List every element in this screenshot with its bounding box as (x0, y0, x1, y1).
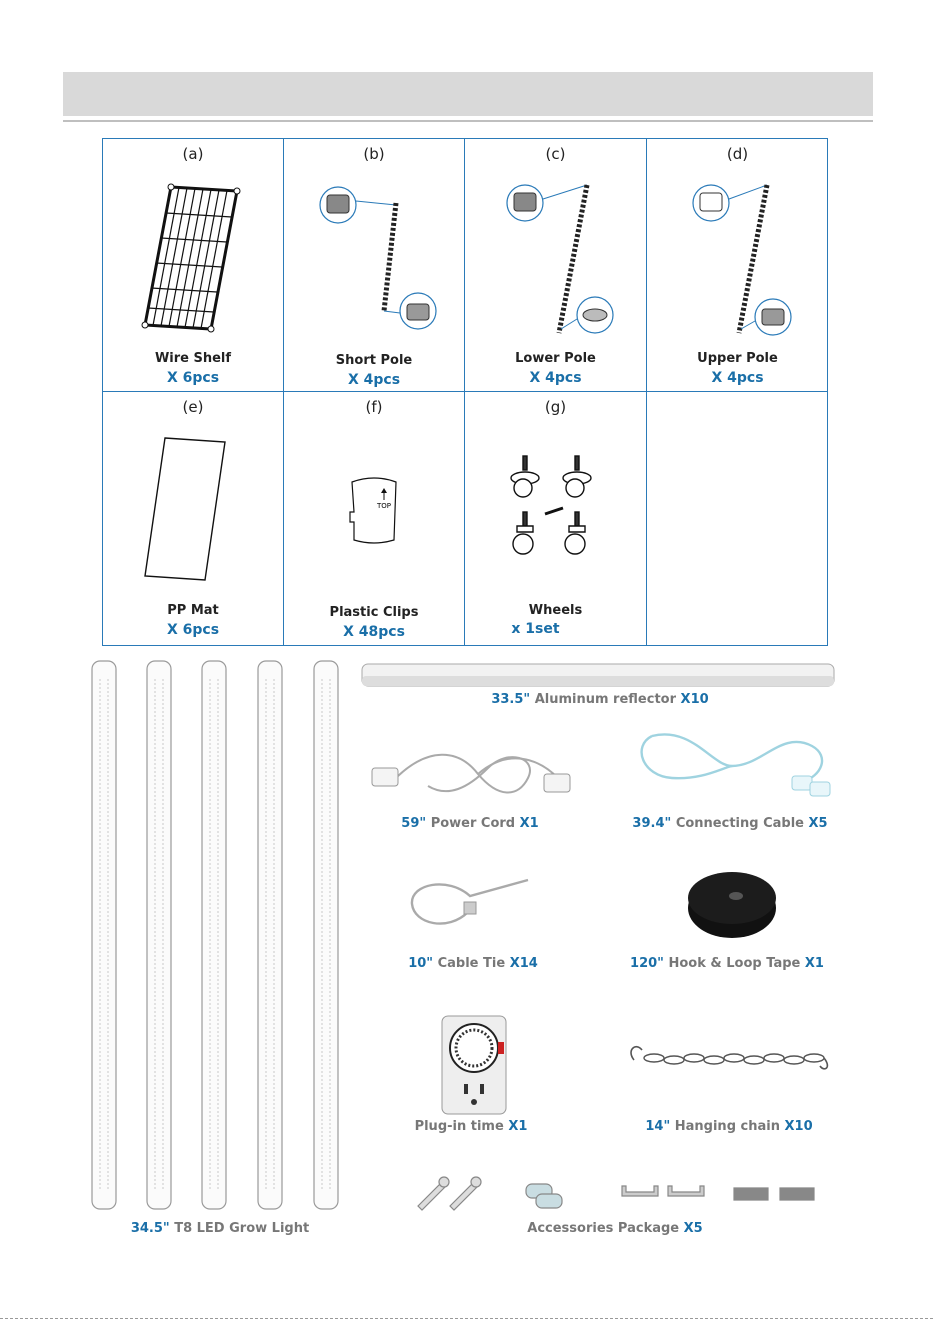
accessories-package-illustration (412, 1170, 832, 1212)
reflector-name: Aluminum reflector (534, 692, 677, 707)
part-name: Plastic Clips (329, 605, 419, 620)
connecting-cable-label (620, 816, 840, 831)
timer-qty: X1 (508, 1119, 528, 1134)
short-pole-illustration (314, 183, 444, 343)
part-name: Lower Pole (515, 351, 596, 366)
power-cord-illustration (368, 738, 578, 808)
upper-pole-illustration (687, 181, 817, 341)
chain-qty: X10 (784, 1119, 813, 1134)
cable-tie-name: Cable Tie (437, 956, 506, 971)
plastic-clip-illustration (348, 476, 400, 548)
hook-loop-tape-illustration (684, 868, 780, 940)
part-letter: (g) (544, 398, 567, 416)
part-qty: X 4pcs (711, 370, 764, 386)
part-plastic-clips (284, 392, 465, 646)
plug-in-timer-illustration (440, 1014, 508, 1116)
page-bottom-rule (0, 1318, 933, 1319)
part-qty: X 48pcs (343, 624, 405, 640)
part-lower-pole (465, 139, 647, 392)
clip-top-label: TOP (376, 502, 392, 510)
power-cord-qty: X1 (519, 816, 539, 831)
part-letter: (c) (545, 145, 566, 163)
power-cord-name: Power Cord (430, 816, 516, 831)
package-qty: X5 (683, 1221, 703, 1236)
cable-tie-label (388, 956, 558, 971)
connecting-cable-size: 39.4" (632, 816, 672, 831)
header-bar (63, 72, 873, 116)
part-qty: X 4pcs (529, 370, 582, 386)
wire-shelf-illustration (141, 183, 241, 333)
tape-qty: X1 (804, 956, 824, 971)
chain-size: 14" (645, 1119, 671, 1134)
reflector-label (440, 692, 760, 707)
cable-tie-qty: X14 (509, 956, 538, 971)
connecting-cable-qty: X5 (808, 816, 828, 831)
tape-size: 120" (630, 956, 664, 971)
reflector-illustration (360, 660, 836, 690)
part-qty: x 1set (511, 621, 560, 637)
part-letter: (b) (363, 145, 385, 163)
package-name: Accessories Package (527, 1221, 680, 1236)
chain-name: Hanging chain (674, 1119, 780, 1134)
connecting-cable-name: Connecting Cable (675, 816, 804, 831)
timer-label (396, 1119, 546, 1134)
cable-tie-illustration (408, 872, 532, 936)
part-name: Wheels (528, 603, 583, 618)
pp-mat-illustration (141, 434, 231, 584)
power-cord-label (380, 816, 560, 831)
tape-label (620, 956, 834, 971)
power-cord-size: 59" (401, 816, 427, 831)
tape-name: Hook & Loop Tape (668, 956, 801, 971)
hanging-chain-illustration (624, 1040, 834, 1074)
parts-grid (102, 138, 828, 646)
part-name: Upper Pole (697, 351, 778, 366)
part-qty: X 4pcs (347, 372, 401, 388)
grow-light-size: 34.5" (130, 1221, 170, 1236)
part-letter: (d) (726, 145, 749, 163)
part-upper-pole (647, 139, 828, 392)
chain-label (634, 1119, 824, 1134)
part-pp-mat (103, 392, 284, 646)
part-name: PP Mat (167, 603, 219, 618)
part-short-pole (284, 139, 465, 392)
part-qty: X 6pcs (166, 622, 220, 638)
package-label (500, 1221, 730, 1236)
grow-light-name: T8 LED Grow Light (174, 1221, 310, 1236)
part-letter: (a) (182, 145, 204, 163)
part-wire-shelf (103, 139, 284, 392)
header-rule (63, 120, 873, 122)
reflector-qty: X10 (680, 692, 709, 707)
cable-tie-size: 10" (408, 956, 434, 971)
grow-light-tubes (88, 657, 348, 1213)
part-name: Short Pole (335, 353, 413, 368)
lower-pole-illustration (501, 181, 631, 341)
part-wheels (465, 392, 647, 646)
reflector-size: 33.5" (491, 692, 531, 707)
grow-light-label (120, 1221, 320, 1236)
part-letter: (e) (182, 398, 204, 416)
empty-cell (647, 392, 828, 646)
connecting-cable-illustration (632, 726, 832, 802)
timer-name: Plug-in time (414, 1119, 504, 1134)
part-qty: X 6pcs (166, 370, 220, 386)
part-name: Wire Shelf (154, 351, 232, 366)
wheels-illustration (505, 454, 605, 564)
part-letter: (f) (365, 398, 383, 416)
